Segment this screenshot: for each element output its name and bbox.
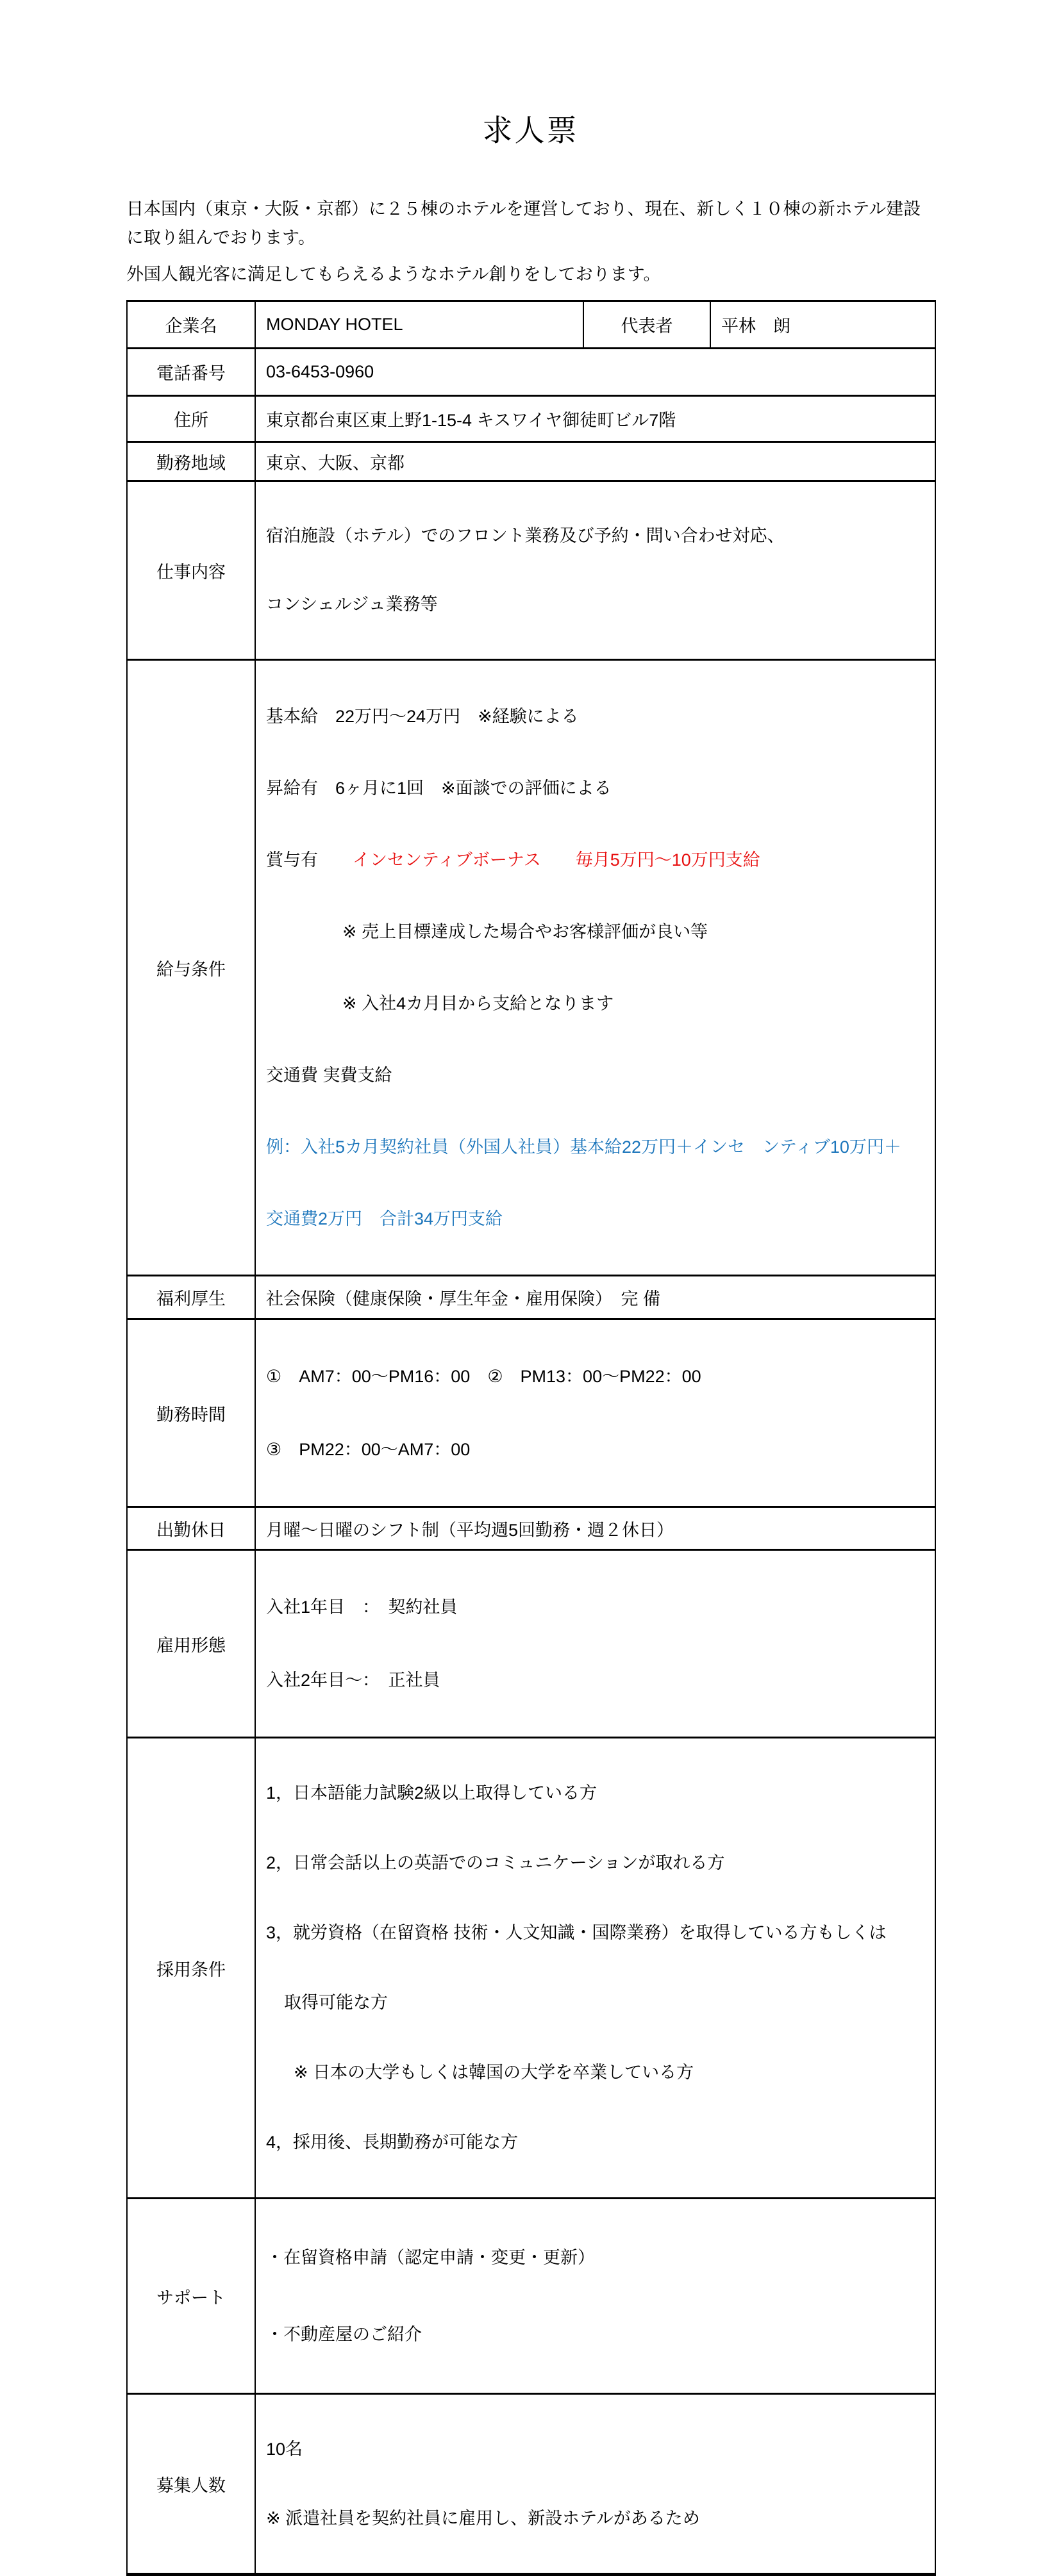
address-label: 住所 <box>127 396 255 442</box>
salary-note-1: ※ 売上目標達成した場合やお客様評価が良い等 <box>342 922 708 941</box>
table-row-company <box>127 301 935 349</box>
representative-value: 平林 朗 <box>710 301 935 349</box>
hours-value <box>255 1319 935 1507</box>
job-line-2: コンシェルジュ業務等 <box>266 595 438 614</box>
table-row-employment <box>127 1550 935 1738</box>
requirement-item-3-note: ※ 日本の大学もしくは韓国の大学を卒業している方 <box>294 2063 694 2082</box>
salary-raise-line: 昇給有 6ヶ月に1回 ※面談での評価による <box>266 779 612 798</box>
support-line-1: ・在留資格申請（認定申請・変更・更新） <box>266 2248 595 2267</box>
hours-label: 勤務時間 <box>127 1319 255 1507</box>
table-row-workdays <box>127 1507 935 1550</box>
company-label: 企業名 <box>127 301 255 349</box>
openings-line-1: 10名 <box>266 2440 303 2459</box>
job-posting-page <box>126 0 935 2576</box>
requirement-item-1: 1，日本語能力試験2級以上取得している方 <box>266 1783 597 1803</box>
table-row-openings <box>127 2394 935 2575</box>
openings-label: 募集人数 <box>127 2394 255 2575</box>
welfare-label: 福利厚生 <box>127 1276 255 1319</box>
requirements-value <box>255 1738 935 2199</box>
requirement-item-3-continued: 取得可能な方 <box>284 1993 388 2012</box>
openings-value <box>255 2394 935 2575</box>
table-row-hours <box>127 1319 935 1507</box>
region-value: 東京、大阪、京都 <box>255 442 935 481</box>
table-row-welfare <box>127 1276 935 1319</box>
support-label: サポート <box>127 2199 255 2394</box>
support-line-2: ・不動産屋のご紹介 <box>266 2325 422 2344</box>
employment-line-1: 入社1年目 ： 契約社員 <box>266 1598 458 1617</box>
salary-bonus-prefix: 賞与有 <box>266 850 353 870</box>
region-label: 勤務地域 <box>127 442 255 481</box>
support-value <box>255 2199 935 2394</box>
company-name-value: MONDAY HOTEL <box>255 301 583 349</box>
salary-example-line-2: 交通費2万円 合計34万円支給 <box>266 1209 503 1228</box>
table-row-phone <box>127 349 935 396</box>
requirement-item-4: 4，採用後、長期勤務が可能な方 <box>266 2133 519 2152</box>
openings-line-2: ※ 派遣社員を契約社員に雇用し、新設ホテルがあるため <box>266 2509 700 2528</box>
hours-line-2: ③ PM22：00～AM7：00 <box>266 1440 471 1459</box>
employment-value <box>255 1550 935 1738</box>
salary-label: 給与条件 <box>127 660 255 1276</box>
salary-note-2: ※ 入社4カ月目から支給となります <box>342 994 614 1013</box>
welfare-value: 社会保険（健康保険・厚生年金・雇用保険） 完 備 <box>255 1276 935 1319</box>
employment-line-2: 入社2年目～： 正社員 <box>266 1671 440 1690</box>
requirement-item-2: 2，日常会話以上の英語でのコミュニケーションが取れる方 <box>266 1853 725 1872</box>
address-value: 東京都台東区東上野1-15-4 キスワイヤ御徒町ビル7階 <box>255 396 935 442</box>
requirements-label: 採用条件 <box>127 1738 255 2199</box>
intro-paragraph-2: 外国人観光客に満足してもらえるようなホテル創りをしております。 <box>126 265 661 284</box>
hours-line-1: ① AM7：00～PM16：00 ② PM13：00～PM22：00 <box>266 1367 701 1386</box>
salary-bonus-line <box>266 844 930 876</box>
job-description-label: 仕事内容 <box>127 481 255 660</box>
salary-transport-line: 交通費 実費支給 <box>266 1066 392 1085</box>
table-row-job-description <box>127 481 935 660</box>
table-row-support <box>127 2199 935 2394</box>
table-row-address <box>127 396 935 442</box>
salary-example-line-1: 例：入社5カ月契約社員（外国人社員）基本給22万円＋インセ ンティブ10万円＋ <box>266 1137 901 1157</box>
table-row-region <box>127 442 935 481</box>
intro-paragraph-1: 日本国内（東京・大阪・京都）に２５棟のホテルを運営しており、現在、新しく１０棟の新ホテル建設に取り組んでおります。 <box>126 199 921 247</box>
representative-label: 代表者 <box>583 301 710 349</box>
phone-label: 電話番号 <box>127 349 255 396</box>
workdays-value: 月曜～日曜のシフト制（平均週5回勤務・週２休日） <box>255 1507 935 1550</box>
salary-value <box>255 660 935 1276</box>
employment-label: 雇用形態 <box>127 1550 255 1738</box>
job-posting-table <box>126 300 936 2576</box>
salary-bonus-highlight: インセンティブボーナス 毎月5万円～10万円支給 <box>353 850 760 870</box>
job-line-1: 宿泊施設（ホテル）でのフロント業務及び予約・問い合わせ対応、 <box>266 526 785 545</box>
workdays-label: 出勤休日 <box>127 1507 255 1550</box>
table-row-requirements <box>127 1738 935 2199</box>
job-description-value <box>255 481 935 660</box>
requirement-item-3: 3，就労資格（在留資格 技術・人文知識・国際業務）を取得している方もしくは <box>266 1923 887 1942</box>
page-title: 求人票 <box>482 113 579 147</box>
table-row-salary <box>127 660 935 1276</box>
salary-base-line: 基本給 22万円～24万円 ※経験による <box>266 707 579 726</box>
phone-value: 03-6453-0960 <box>255 349 935 396</box>
